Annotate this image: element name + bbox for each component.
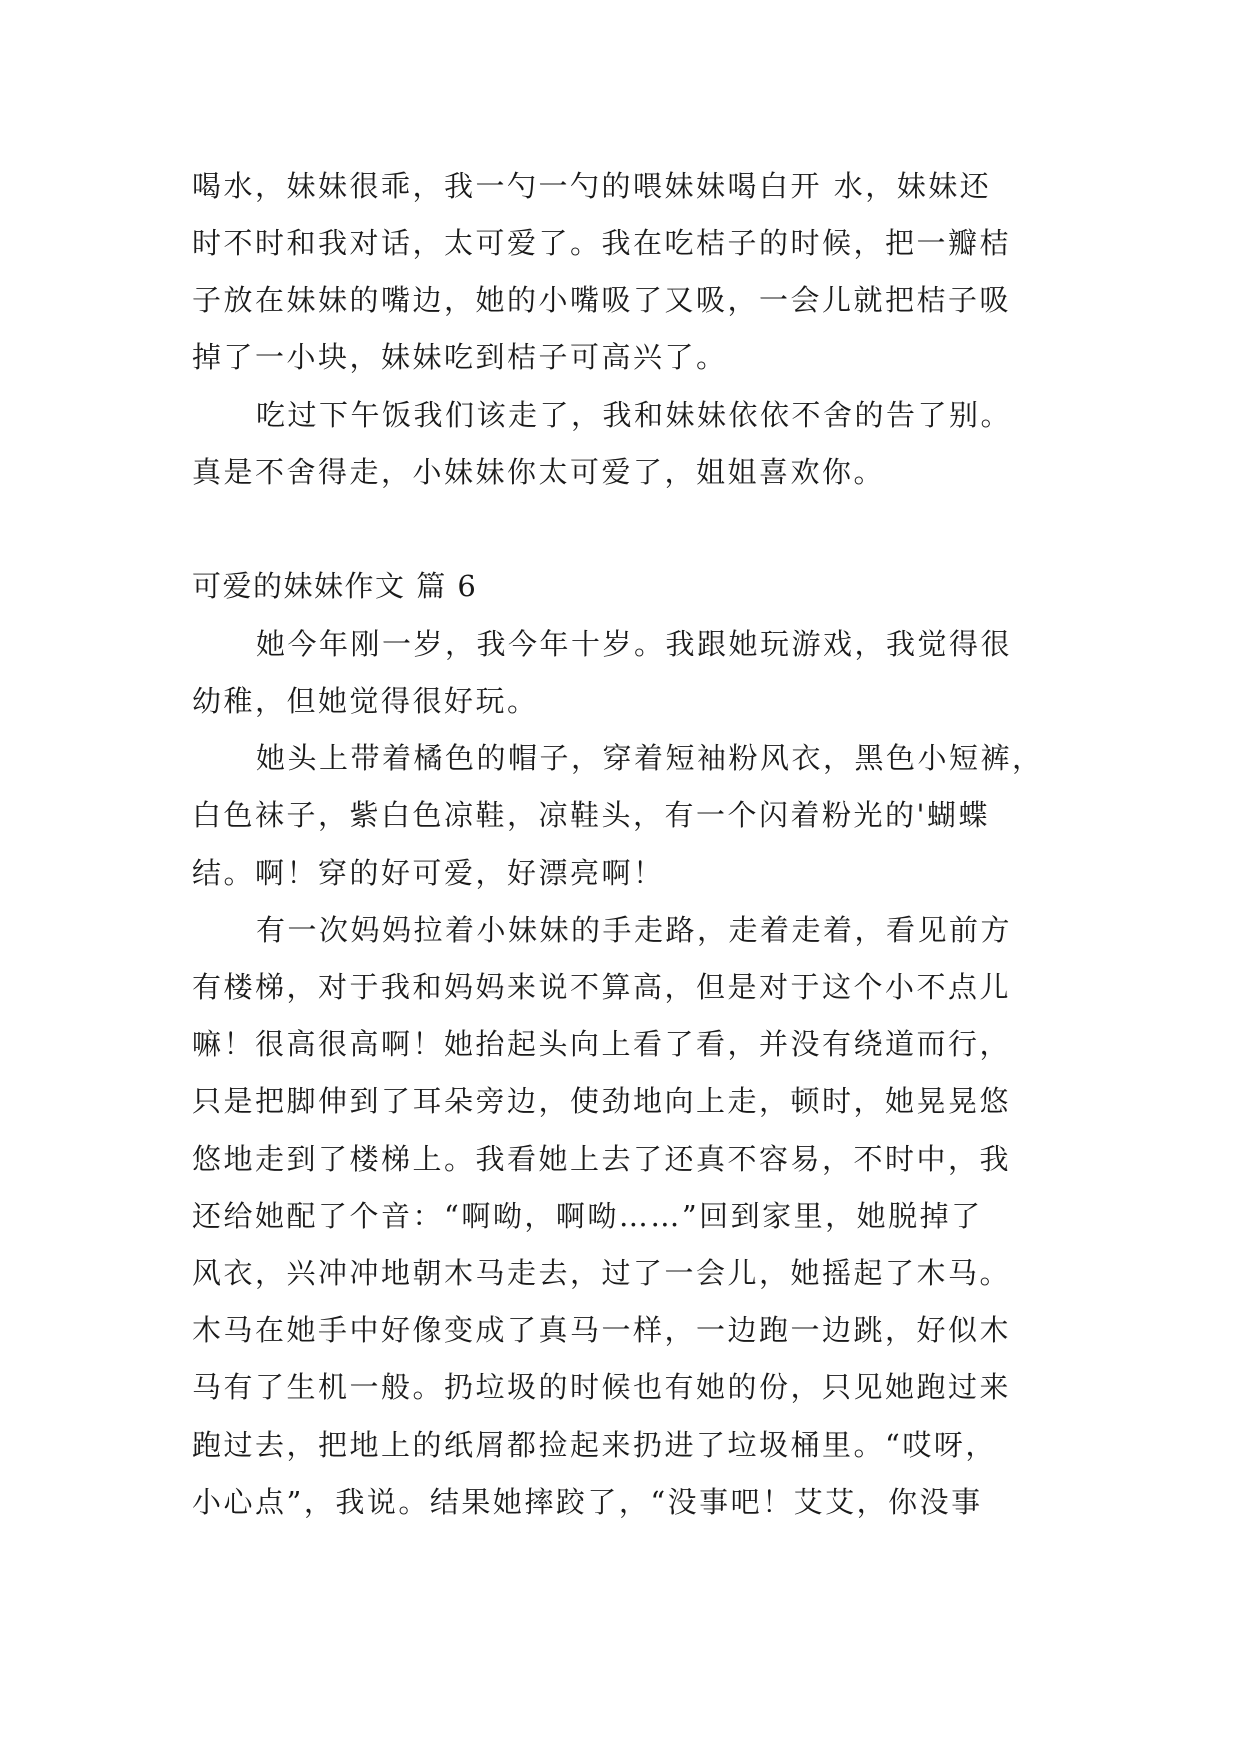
paragraph-line: 还给她配了个音：“啊呦，啊呦……”回到家里，她脱掉了 (192, 1199, 983, 1233)
paragraph-line: 吃过下午饭我们该走了，我和妹妹依依不舍的告了别。 (256, 398, 1013, 432)
paragraph-line: 木马在她手中好像变成了真马一样，一边跑一边跳，好似木 (192, 1313, 1012, 1347)
paragraph-line: 白色袜子，紫白色凉鞋，凉鞋头，有一个闪着粉光的'蝴蝶 (192, 798, 990, 832)
paragraph-line: 悠地走到了楼梯上。我看她上去了还真不容易，不时中，我 (192, 1142, 1012, 1176)
paragraph-line: 嘛！很高很高啊！她抬起头向上看了看，并没有绕道而行， (192, 1027, 1012, 1061)
paragraph-line: 喝水，妹妹很乖，我一勺一勺的喂妹妹喝白开 水，妹妹还 (192, 169, 992, 203)
paragraph-line: 真是不舍得走，小妹妹你太可爱了，姐姐喜欢你。 (192, 455, 886, 489)
paragraph-line: 风衣，兴冲冲地朝木马走去，过了一会儿，她摇起了木马。 (192, 1256, 1012, 1290)
paragraph-line: 有一次妈妈拉着小妹妹的手走路，走着走着，看见前方 (256, 913, 1013, 947)
paragraph-line: 跑过去，把地上的纸屑都捡起来扔进了垃圾桶里。“哎呀， (192, 1428, 997, 1462)
paragraph-line: 幼稚，但她觉得很好玩。 (192, 684, 539, 718)
section-heading: 可爱的妹妹作文 篇 6 (192, 569, 478, 603)
paragraph-line: 她头上带着橘色的帽子，穿着短袖粉风衣，黑色小短裤， (256, 741, 1044, 775)
paragraph-line: 有楼梯，对于我和妈妈来说不算高，但是对于这个小不点儿 (192, 970, 1012, 1004)
paragraph-line: 结。啊！穿的好可爱，好漂亮啊！ (192, 856, 665, 890)
paragraph-line: 马有了生机一般。扔垃圾的时候也有她的份，只见她跑过来 (192, 1370, 1012, 1404)
paragraph-line: 子放在妹妹的嘴边，她的小嘴吸了又吸，一会儿就把桔子吸 (192, 283, 1012, 317)
paragraph-line: 小心点”，我说。结果她摔跤了，“没事吧！艾艾，你没事 (192, 1485, 983, 1519)
paragraph-line: 时不时和我对话，太可爱了。我在吃桔子的时候，把一瓣桔 (192, 226, 1012, 260)
paragraph-line: 只是把脚伸到了耳朵旁边，使劲地向上走，顿时，她晃晃悠 (192, 1084, 1012, 1118)
paragraph-line: 她今年刚一岁，我今年十岁。我跟她玩游戏，我觉得很 (256, 627, 1013, 661)
paragraph-line: 掉了一小块，妹妹吃到桔子可高兴了。 (192, 340, 728, 374)
